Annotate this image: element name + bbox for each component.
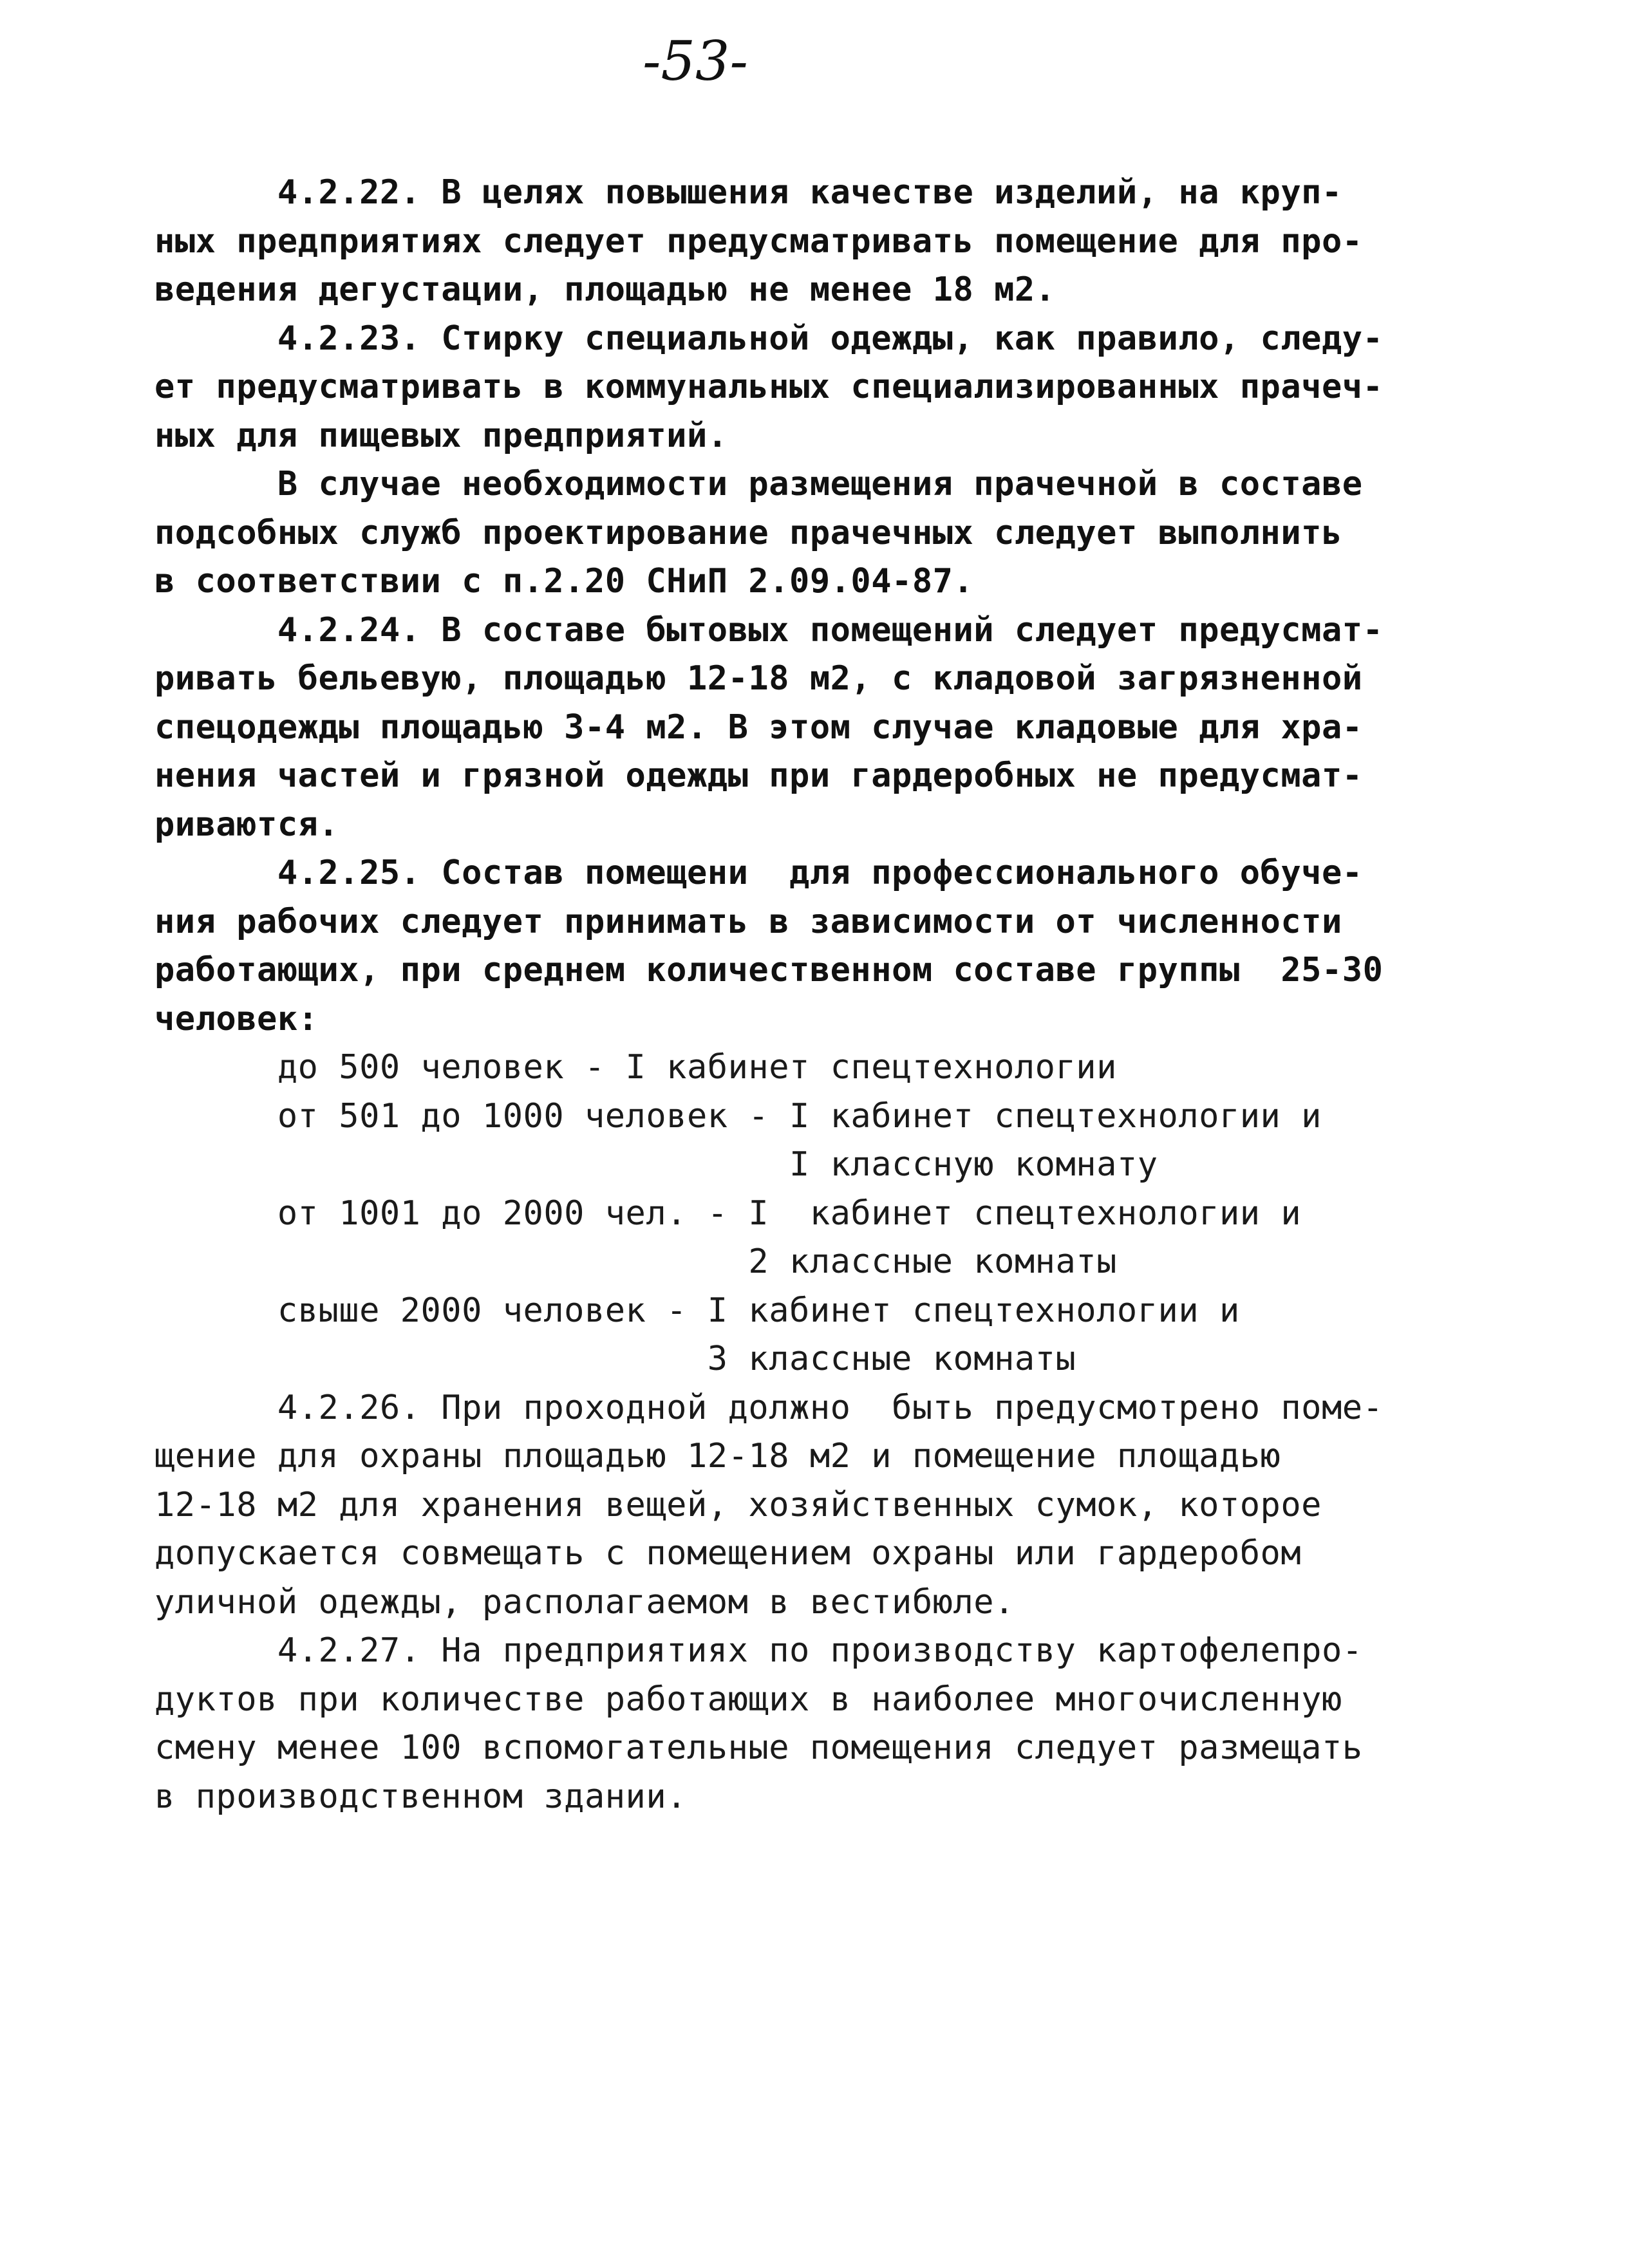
text-line: I классную комнату: [155, 1145, 1158, 1184]
text-line: 4.2.26. При проходной должно быть предусмотрено поме-: [155, 1388, 1384, 1427]
text-line: 3 классные комнаты: [155, 1340, 1076, 1378]
text-line: подсобных служб проектирование прачечных следует выполнить: [155, 513, 1342, 552]
text-line: от 501 до 1000 человек - I кабинет спецтехнологии и: [155, 1096, 1322, 1136]
text-line: ет предусматривать в коммунальных специализированных прачеч-: [155, 368, 1384, 406]
text-line: 12-18 м2 для хранения вещей, хозяйственных сумок, которое: [155, 1485, 1322, 1524]
text-line: от 1001 до 2000 чел. - I кабинет спецтехнологии и: [155, 1194, 1302, 1233]
text-line: уличной одежды, располагаемом в вестибюле.: [155, 1582, 1015, 1622]
page-number: -53-: [643, 30, 748, 93]
text-line: щение для охраны площадью 12-18 м2 и помещение площадью: [155, 1437, 1281, 1475]
text-line: нения частей и грязной одежды при гардеробных не предусмат-: [155, 756, 1363, 795]
text-line: ведения дегустации, площадью не менее 18 м2.: [155, 270, 1056, 309]
body-text: [155, 169, 1416, 1821]
text-line: 4.2.25. Состав помещени для профессионального обуче-: [155, 854, 1363, 892]
text-line: 2 классные комнаты: [155, 1242, 1117, 1281]
text-line: спецодежды площадью 3-4 м2. В этом случае кладовые для хра-: [155, 707, 1363, 747]
text-line: ния рабочих следует принимать в зависимости от численности: [155, 902, 1342, 941]
text-line: допускается совмещать с помещением охраны или гардеробом: [155, 1534, 1302, 1573]
text-line: до 500 человек - I кабинет спецтехнологии: [155, 1048, 1117, 1087]
text-line: работающих, при среднем количественном составе группы 25-30: [155, 951, 1384, 989]
text-line: 4.2.22. В целях повышения качестве изделий, на круп-: [155, 173, 1342, 212]
text-line: В случае необходимости размещения прачечной в составе: [155, 465, 1363, 503]
text-line: ных для пищевых предприятий.: [155, 416, 728, 455]
text-line: ных предприятиях следует предусматривать помещение для про-: [155, 221, 1363, 261]
text-line: риваются.: [155, 805, 339, 844]
text-line: ривать бельевую, площадью 12-18 м2, с кладовой загрязненной: [155, 659, 1363, 698]
text-line: в производственном здании.: [155, 1777, 687, 1816]
text-line: 4.2.23. Стирку специальной одежды, как правило, следу-: [155, 319, 1384, 358]
text-line: 4.2.27. На предприятиях по производству картофелепро-: [155, 1631, 1363, 1670]
text-line: 4.2.24. В составе бытовых помещений следует предусмат-: [155, 610, 1384, 650]
text-line: человек:: [155, 999, 319, 1038]
text-line: свыше 2000 человек - I кабинет спецтехнологии и: [155, 1291, 1240, 1330]
text-line: в соответствии с п.2.20 СНиП 2.09.04-87.: [155, 562, 974, 601]
text-line: дуктов при количестве работающих в наиболее многочисленную: [155, 1680, 1342, 1719]
text-line: смену менее 100 вспомогательные помещения следует размещать: [155, 1728, 1363, 1767]
